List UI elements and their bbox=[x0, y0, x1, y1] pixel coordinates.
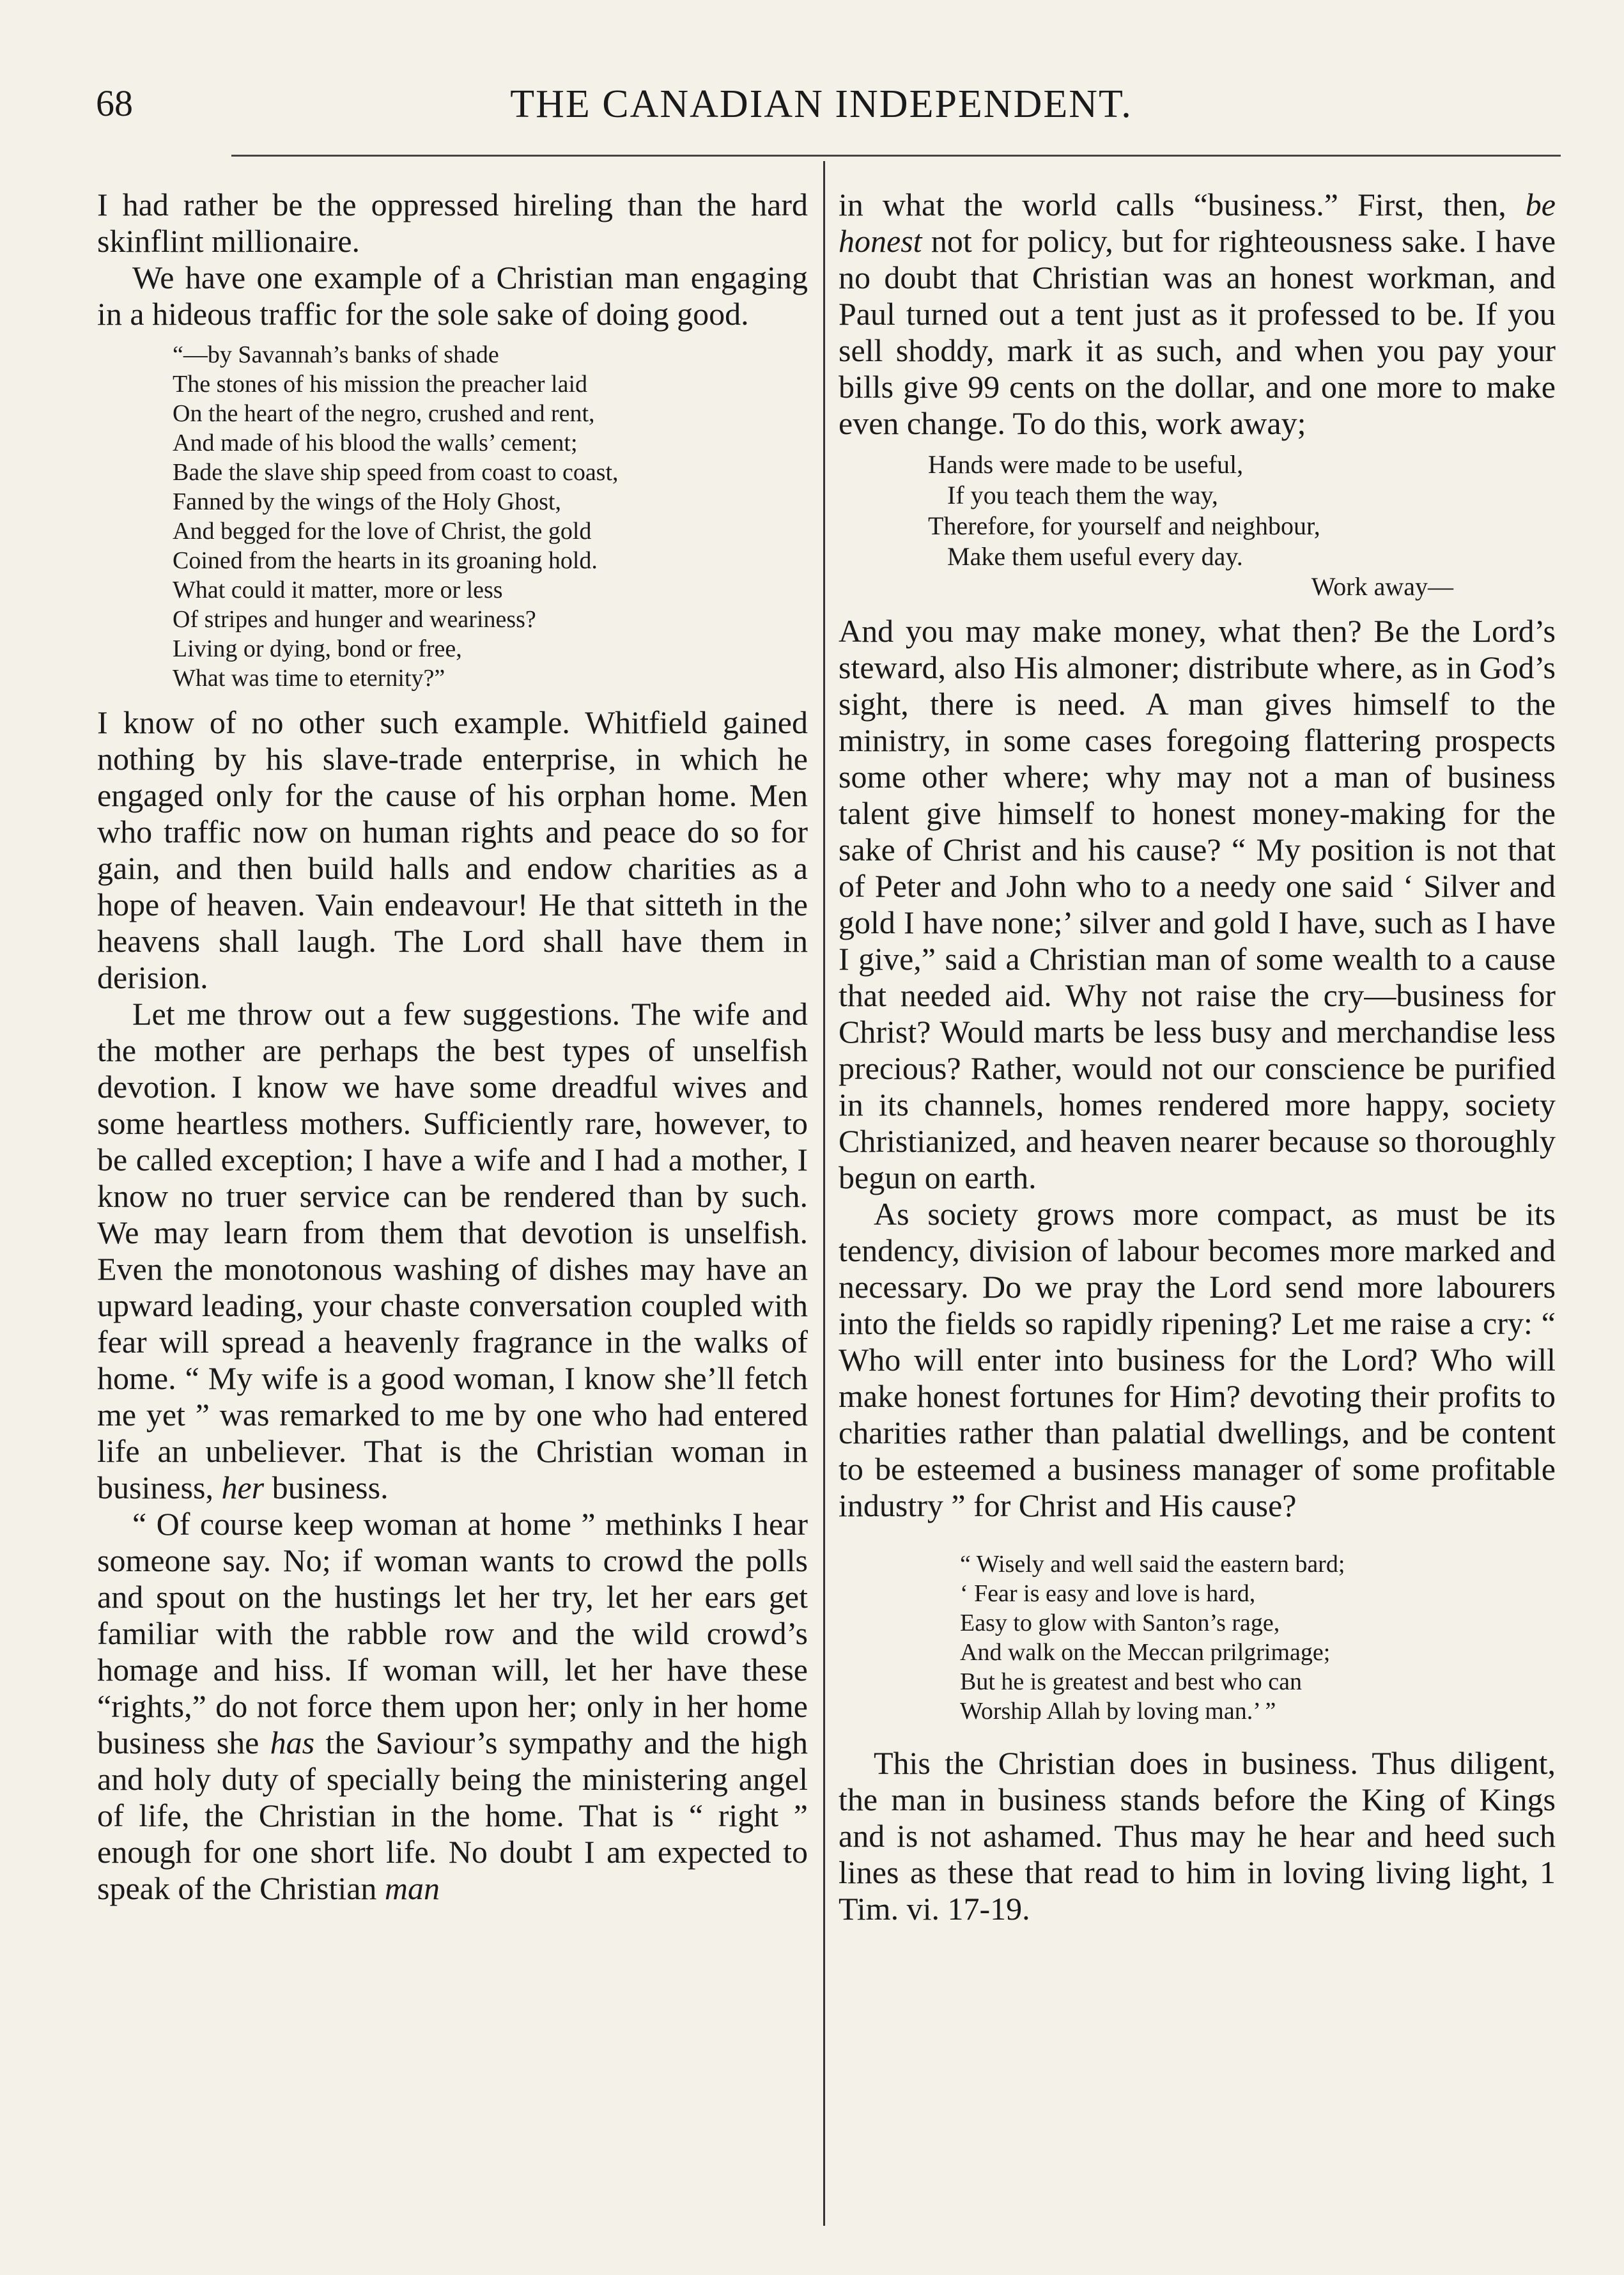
emphasis-text: has bbox=[270, 1725, 315, 1760]
right-paragraph-2: And you may make money, what then? Be the Lord’s steward, also His almoner; distribute where, as in God’s sight, there is need. A man gives himself to the ministry, in some cases foregoing flattering prospects some other where; why may not a man of business talent give himself to honest money-making for the sake of Christ and his cause? “ My position is not that of Peter and John who to a needy one said ‘ Silver and gold I have none;’ silver and gold I have, such as I have I give,” said a Christian man of some wealth to a cause that needed aid. Why not raise the cry—business for Christ? Would marts be less busy and merchandise less precious? Rather, would not our conscience be purified in its channels, homes rendered more happy, society Christianized, and heaven nearer because so thoroughly begun on earth. bbox=[839, 613, 1556, 1195]
verse-line: ‘ Fear is easy and love is hard, bbox=[960, 1580, 1256, 1607]
right-paragraph-3: As society grows more compact, as must be its tendency, division of labour becomes more marked and necessary. Do we pray the Lord send more labourers into the fields so rapidly ripening? Let me raise a cry: “ Who will enter into business for the Lord? Who will make honest fortunes for Him? devoting their profits to charities rather than palatial dwellings, and be content to be esteemed a business manager of some profitable industry ” for Christ and His cause? bbox=[839, 1196, 1556, 1523]
verse-line: What was time to eternity?” bbox=[173, 665, 445, 692]
journal-title: THE CANADIAN INDEPENDENT. bbox=[510, 82, 1133, 126]
verse-line: Living or dying, bond or free, bbox=[173, 635, 462, 662]
verse-line: Fanned by the wings of the Holy Ghost, bbox=[173, 488, 561, 515]
poem-savannah bbox=[97, 340, 808, 693]
paragraph-text: business. bbox=[272, 1470, 389, 1505]
verse-line: Bade the slave ship speed from coast to coast, bbox=[173, 459, 619, 486]
paragraph-text: not for policy, but for righteousness sake. I have no doubt that Christian was an honest workman, and Paul turned out a tent just as it professed to be. If you sell shoddy, mark it as such, and when you pay your bills give 99 cents on the dollar, and one more to make even change. To do this, work away; bbox=[839, 223, 1556, 441]
verse-line: Coined from the hearts in its groaning hold. bbox=[173, 547, 598, 574]
paragraph-text: in what the world calls “business.” First, then, bbox=[839, 187, 1506, 222]
verse-line: Hands were made to be useful, bbox=[928, 450, 1244, 479]
page-header bbox=[96, 82, 1547, 133]
verse-line: Therefore, for yourself and neighbour, bbox=[928, 511, 1320, 540]
poem-attribution: Work away— bbox=[1311, 572, 1453, 601]
emphasis-text: be honest bbox=[839, 187, 1556, 259]
verse-line: If you teach them the way, bbox=[928, 481, 1218, 509]
right-column bbox=[839, 187, 1556, 1927]
poem-eastern-bard bbox=[839, 1549, 1556, 1726]
verse-line: But he is greatest and best who can bbox=[960, 1668, 1303, 1695]
left-paragraph-3: I know of no other such example. Whitfield gained nothing by his slave-trade enterprise, in which he engaged only for the cause of his orphan home. Men who traffic now on human rights and peace do so for gain, and then build halls and endow charities as a hope of heaven. Vain endeavour! He that sitteth in the heavens shall laugh. The Lord shall have them in derision. bbox=[97, 704, 808, 995]
paragraph-text: the Saviour’s sympathy and the high and holy duty of specially being the ministering angel of life, the Christian in the home. That is “ right ” enough for one short life. No doubt I am expected to speak of the Christian bbox=[97, 1725, 808, 1906]
poem-work-away bbox=[839, 449, 1556, 602]
verse-line: And made of his blood the walls’ cement; bbox=[173, 430, 578, 456]
verse-line: Worship Allah by loving man.’ ” bbox=[960, 1698, 1276, 1725]
verse-line: And begged for the love of Christ, the gold bbox=[173, 518, 592, 545]
right-paragraph-1 bbox=[839, 187, 1556, 442]
verse-line: Of stripes and hunger and weariness? bbox=[173, 606, 536, 633]
verse-line: Easy to glow with Santon’s rage, bbox=[960, 1610, 1280, 1636]
paragraph-text: “ Of course keep woman at home ” methinks I hear someone say. No; if woman wants to crowd the polls and spout on the hustings let her try, let her ears get familiar with the rabble row and the wild crowd’s homage and hiss. If woman will, let her have these “rights,” do not force them upon her; only in her home business she bbox=[97, 1506, 808, 1760]
emphasis-text: man bbox=[384, 1870, 440, 1906]
verse-line: “ Wisely and well said the eastern bard; bbox=[960, 1551, 1345, 1578]
verse-line: Make them useful every day. bbox=[928, 542, 1243, 571]
verse-line: “—by Savannah’s banks of shade bbox=[173, 341, 499, 368]
column-divider bbox=[823, 161, 825, 2226]
verse-line: On the heart of the negro, crushed and rent, bbox=[173, 400, 595, 427]
left-paragraph-1: I had rather be the oppressed hireling than the hard skinflint millionaire. bbox=[97, 187, 808, 259]
right-paragraph-4: This the Christian does in business. Thus diligent, the man in business stands before the King of Kings and is not ashamed. Thus may he hear and heed such lines as these that read to him in loving living light, 1 Tim. vi. 17-19. bbox=[839, 1745, 1556, 1927]
verse-line: What could it matter, more or less bbox=[173, 577, 503, 603]
emphasis-text: her bbox=[221, 1470, 265, 1505]
header-rule bbox=[231, 155, 1561, 157]
left-paragraph-5 bbox=[97, 1506, 808, 1907]
verse-line: And walk on the Meccan prilgrimage; bbox=[960, 1639, 1331, 1666]
page-number: 68 bbox=[96, 82, 133, 124]
left-paragraph-2: We have one example of a Christian man engaging in a hideous traffic for the sole sake of doing good. bbox=[97, 260, 808, 332]
verse-line: The stones of his mission the preacher laid bbox=[173, 371, 588, 398]
left-paragraph-4 bbox=[97, 996, 808, 1506]
left-column bbox=[97, 187, 808, 1907]
paragraph-text: Let me throw out a few suggestions. The wife and the mother are perhaps the best types of unselfish devotion. I know we have some dreadful wives and some heartless mothers. Sufficiently rare, however, to be called exception; I have a wife and I had a mother, I know no truer service can be rendered than by such. We may learn from them that devotion is unselfish. Even the monotonous washing of dishes may have an upward leading, your chaste conversation coupled with fear will spread a heavenly fragrance in the walks of home. “ My wife is a good woman, I know she’ll fetch me yet ” was remarked to me by one who had entered life an unbeliever. That is the Christian woman in business, bbox=[97, 996, 808, 1505]
